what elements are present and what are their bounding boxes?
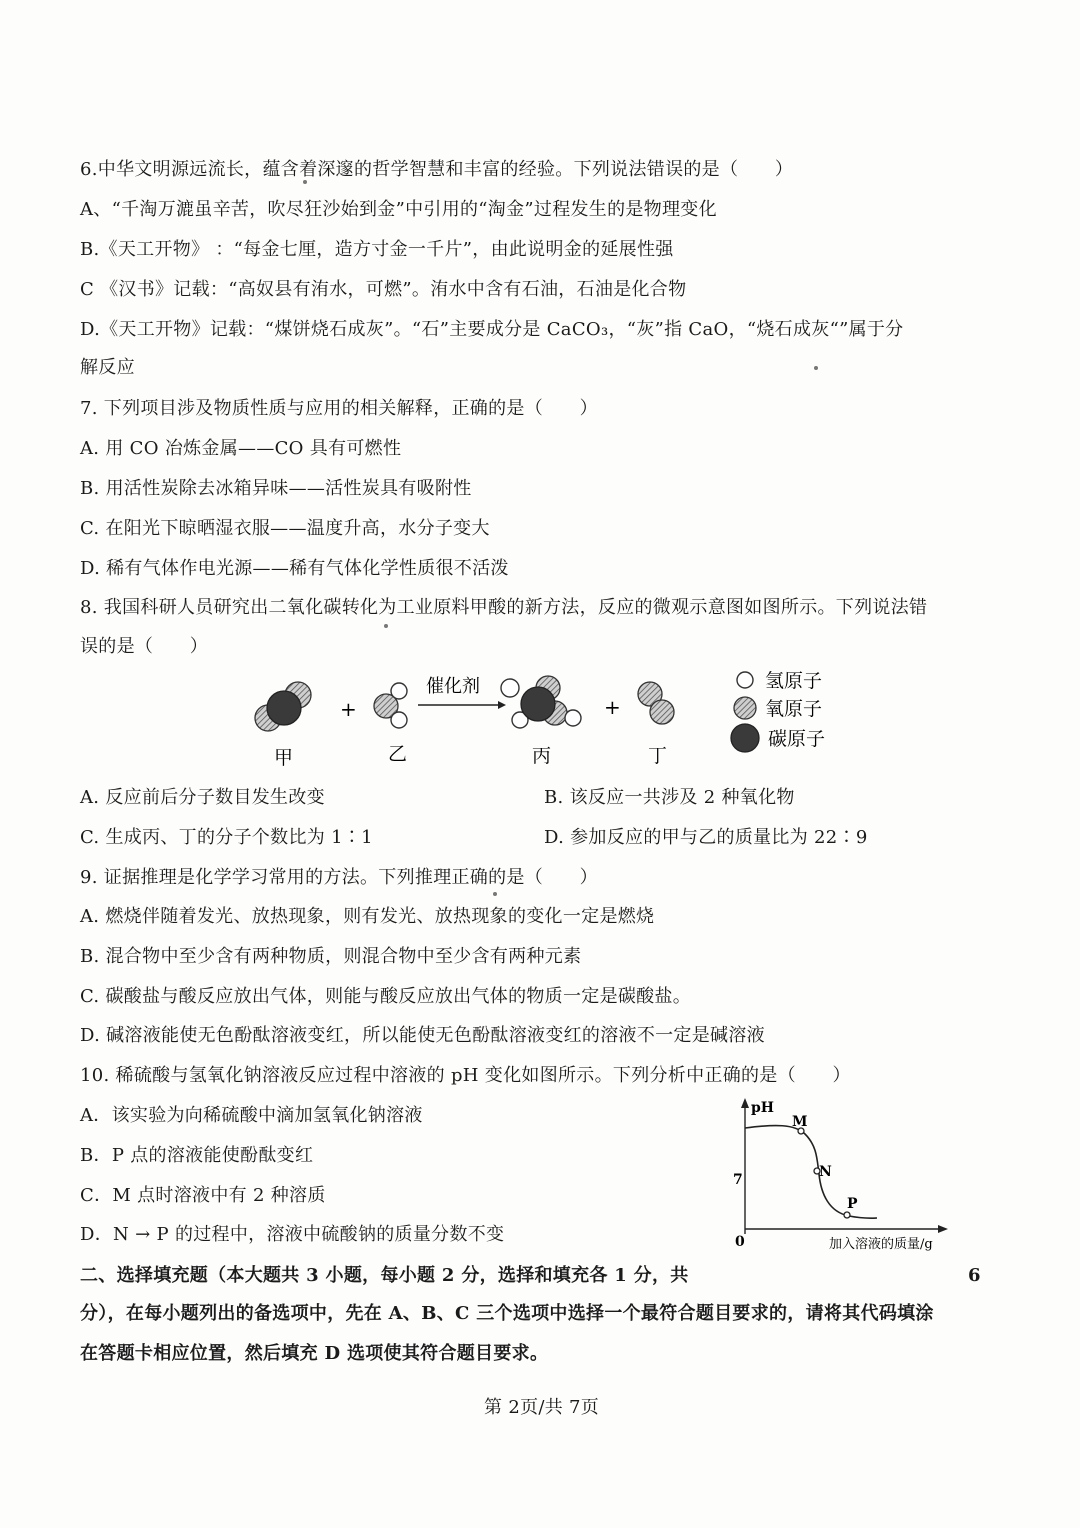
q8-option-b: B. 该反应一共涉及 2 种氧化物 <box>544 787 795 808</box>
q8-stem-cont: 误的是（ ） <box>80 636 209 657</box>
scan-speck <box>814 366 818 370</box>
q8-option-d: D. 参加反应的甲与乙的质量比为 22∶9 <box>544 827 868 848</box>
q7-option-b: B. 用活性炭除去冰箱异味——活性炭具有吸附性 <box>80 478 472 499</box>
label-yi: 乙 <box>388 743 408 765</box>
q9-option-c: C. 碳酸盐与酸反应放出气体，则能与酸反应放出气体的物质一定是碳酸盐。 <box>80 986 692 1007</box>
legend-carbon <box>731 724 759 752</box>
q7-stem: 7. 下列项目涉及物质性质与应用的相关解释，正确的是（ ） <box>80 398 598 419</box>
q10-option-a: A．该实验为向稀硫酸中滴加氢氧化钠溶液 <box>80 1105 423 1126</box>
section2-heading-line3: 在答题卡相应位置，然后填充 D 选项使其符合题目要求。 <box>80 1343 549 1364</box>
q8-option-a: A. 反应前后分子数目发生改变 <box>80 787 325 808</box>
q9-option-a: A. 燃烧伴随着发光、放热现象，则有发光、放热现象的变化一定是燃烧 <box>80 906 655 927</box>
origin-label: 0 <box>735 1234 745 1250</box>
legend-oxygen-label: 氧原子 <box>765 698 823 720</box>
reaction-diagram <box>240 668 850 772</box>
ph-graph <box>725 1094 960 1254</box>
q6-option-c: C 《汉书》记载：“高奴县有洧水，可燃”。洧水中含有石油，石油是化合物 <box>80 279 687 300</box>
q7-option-c: C. 在阳光下晾晒湿衣服——温度升高，水分子变大 <box>80 518 490 539</box>
q9-stem: 9. 证据推理是化学学习常用的方法。下列推理正确的是（ ） <box>80 867 598 888</box>
legend-hydrogen-label: 氢原子 <box>765 670 823 692</box>
point-m-label: M <box>792 1114 808 1130</box>
q9-option-d: D. 碱溶液能使无色酚酞溶液变红，所以能使无色酚酞溶液变红的溶液不一定是碱溶液 <box>80 1025 765 1046</box>
plus-sign-1: + <box>340 697 357 721</box>
q8-option-c: C. 生成丙、丁的分子个数比为 1∶1 <box>80 827 373 848</box>
q10-option-d: D．N → P 的过程中，溶液中硫酸钠的质量分数不变 <box>80 1224 505 1245</box>
legend-oxygen <box>734 697 756 719</box>
catalyst-label: 催化剂 <box>426 676 480 697</box>
scan-speck <box>303 180 307 184</box>
q10-option-c: C．M 点时溶液中有 2 种溶质 <box>80 1185 326 1206</box>
section2-heading-line1: 二、选择填充题（本大题共 3 小题，每小题 2 分，选择和填充各 1 分，共 <box>80 1265 689 1286</box>
point-p-label: P <box>847 1196 858 1212</box>
q7-option-a: A. 用 CO 冶炼金属——CO 具有可燃性 <box>80 438 402 459</box>
x-axis <box>745 1225 948 1233</box>
section2-heading-line2: 分），在每小题列出的备选项中，先在 A、B、C 三个选项中选择一个最符合题目要求的，请将其代码填涂 <box>80 1303 934 1324</box>
q8-stem: 8. 我国科研人员研究出二氧化碳转化为工业原料甲酸的新方法，反应的微观示意图如图所示。下列说法错 <box>80 597 928 618</box>
q6-option-d-cont: 解反应 <box>80 357 135 378</box>
tick-7-label: 7 <box>733 1172 743 1188</box>
point-n-label: N <box>819 1164 832 1180</box>
q6-option-a: A、“千淘万漉虽辛苦，吹尽狂沙始到金”中引用的“淘金”过程发生的是物理变化 <box>80 199 717 220</box>
q6-option-d: D.《天工开物》记载：“煤饼烧石成灰”。“石”主要成分是 CaCO₃，“灰”指 CaO，“烧石成灰“”属于分 <box>80 319 904 340</box>
page-number-footer: 第 2页/共 7页 <box>484 1397 600 1418</box>
section2-heading-total: 6 <box>968 1265 981 1286</box>
label-ding: 丁 <box>648 745 668 767</box>
scan-speck <box>493 892 497 896</box>
legend-hydrogen <box>737 672 753 688</box>
q10-stem: 10. 稀硫酸与氢氧化钠溶液反应过程中溶液的 pH 变化如图所示。下列分析中正确的是（ ） <box>80 1065 851 1086</box>
plus-sign-2: + <box>604 695 621 719</box>
point-p-marker <box>844 1212 850 1218</box>
reaction-arrow <box>418 701 506 709</box>
q6-stem: 6.中华文明源远流长，蕴含着深邃的哲学智慧和丰富的经验。下列说法错误的是（ ） <box>80 159 794 180</box>
q7-option-d: D. 稀有气体作电光源——稀有气体化学性质很不活泼 <box>80 558 509 579</box>
y-axis <box>741 1098 749 1234</box>
molecule-ding-o2 <box>638 682 674 724</box>
q6-option-b: B.《天工开物》 ：“每金七厘，造方寸金一千片”，由此说明金的延展性强 <box>80 239 674 260</box>
molecule-yi-h2o <box>374 683 407 728</box>
q9-option-b: B. 混合物中至少含有两种物质，则混合物中至少含有两种元素 <box>80 946 582 967</box>
y-axis-label: pH <box>751 1100 775 1116</box>
legend-carbon-label: 碳原子 <box>768 728 826 750</box>
molecule-bing-hcooh <box>501 676 581 728</box>
label-bing: 丙 <box>532 745 552 767</box>
x-axis-label: 加入溶液的质量/g <box>829 1237 933 1252</box>
scan-speck <box>384 624 388 628</box>
label-jia: 甲 <box>274 747 294 769</box>
q10-option-b: B．P 点的溶液能使酚酞变红 <box>80 1145 314 1166</box>
molecule-jia-co2 <box>255 682 311 731</box>
